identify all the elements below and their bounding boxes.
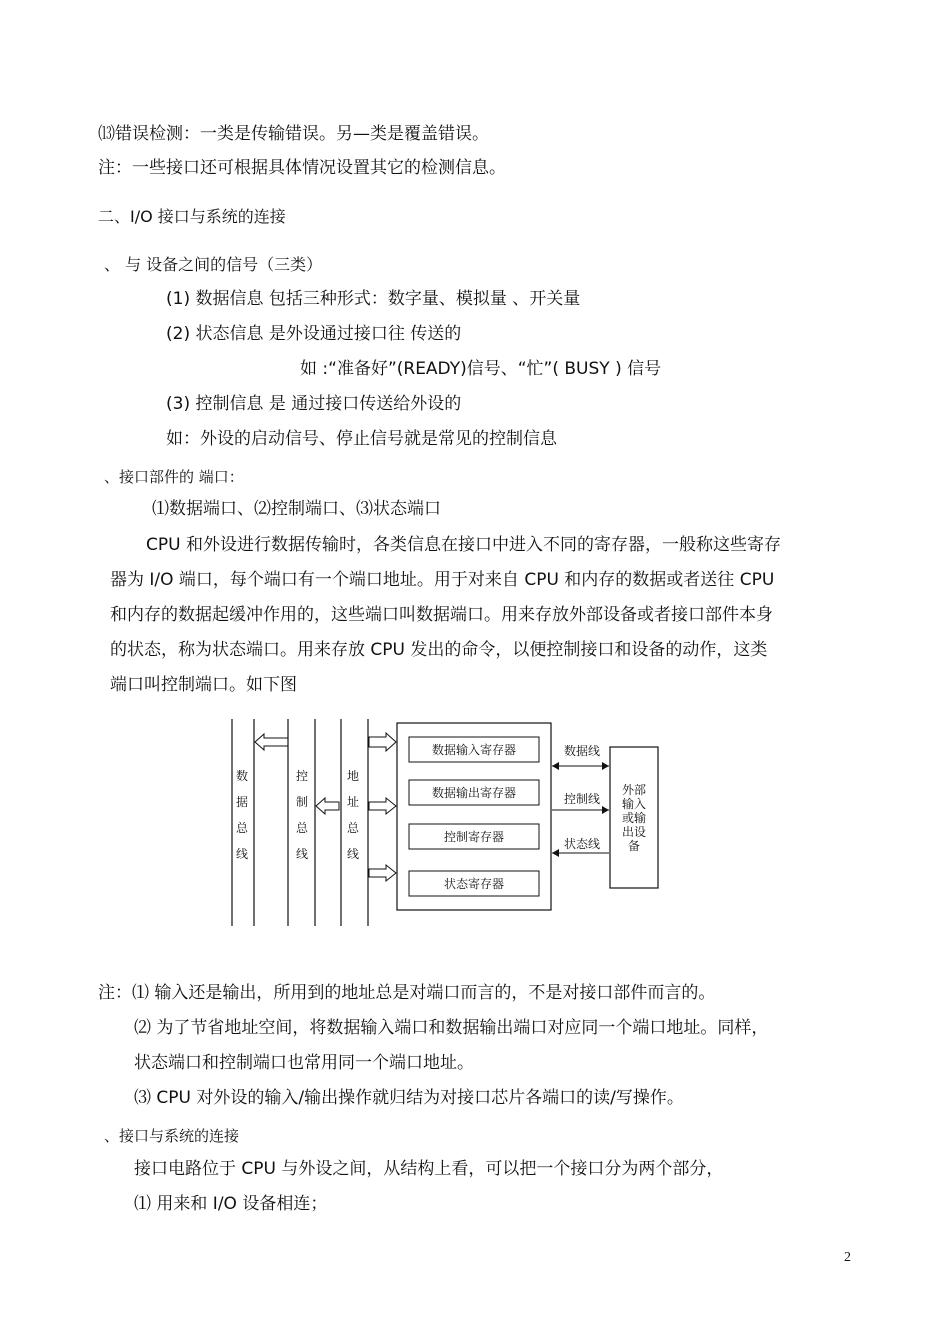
device-label: 出设 (621, 825, 647, 839)
page-number: 2 (844, 1250, 851, 1265)
interface-diagram (226, 714, 666, 929)
control-bus-arrow (316, 798, 339, 814)
paragraph-line-1: CPU 和外设进行数据传输时，各类信息在接口中进入不同的寄存器，一般称这些寄存 (146, 535, 781, 555)
bus-addr-char: 总 (347, 821, 360, 835)
subheading-ports: 、接口部件的 端口： (104, 468, 244, 486)
control-bus-to-interface-arrow (369, 798, 396, 814)
register-label: 数据输入寄存器 (431, 743, 517, 757)
bus-data-char: 总 (236, 821, 249, 835)
paragraph-line-4: 的状态，称为状态端口。用来存放 CPU 发出的命令，以便控制接口和设备的动作，这类 (110, 640, 768, 660)
ports-list: ⑴数据端口、⑵控制端口、⑶状态端口 (152, 499, 441, 519)
status-example: 如 :“准备好”(READY)信号、“忙”( BUSY ) 信号 (300, 359, 662, 379)
data-bus-arrow (255, 734, 288, 750)
item-status-info: (2) 状态信息 是外设通过接口往 传送的 (166, 324, 462, 344)
note-1: 注：⑴ 输入还是输出，所用到的地址总是对端口而言的，不是对接口部件而言的。 (98, 983, 716, 1003)
line-label: 控制线 (564, 792, 601, 806)
subheading-connection: 、接口与系统的连接 (104, 1127, 240, 1145)
bus-ctrl-char: 总 (296, 821, 309, 835)
device-label: 或输 (621, 811, 647, 825)
note-3: ⑶ CPU 对外设的输入/输出操作就归结为对接口芯片各端口的读/写操作。 (134, 1088, 684, 1108)
bus-ctrl-char: 线 (296, 847, 309, 861)
note-2: ⑵ 为了节省地址空间，将数据输入端口和数据输出端口对应同一个端口地址。同样， (134, 1018, 769, 1038)
note-2-cont: 状态端口和控制端口也常用同一个端口地址。 (134, 1053, 474, 1073)
note-line: 注：一些接口还可根据具体情况设置其它的检测信息。 (98, 158, 506, 178)
register-label: 状态寄存器 (443, 877, 505, 891)
paragraph-line-5: 端口叫控制端口。如下图 (110, 675, 297, 695)
control-example: 如：外设的启动信号、停止信号就是常见的控制信息 (166, 429, 557, 449)
bus-ctrl-char: 制 (296, 795, 309, 809)
connection-paragraph: 接口电路位于 CPU 与外设之间，从结构上看，可以把一个接口分为两个部分， (134, 1159, 724, 1179)
error-detection-line: ⒀错误检测：一类是传输错误。另—类是覆盖错误。 (98, 124, 489, 144)
section-heading: 二、I/O 接口与系统的连接 (98, 207, 286, 226)
bus-addr-char: 址 (347, 795, 360, 809)
bus-data-char: 据 (236, 795, 249, 809)
bus-addr-char: 地 (347, 769, 360, 783)
bus-addr-char: 线 (347, 847, 360, 861)
data-bus-label (236, 768, 249, 861)
interface-to-address-arrow (369, 865, 396, 881)
register-label: 控制寄存器 (443, 830, 505, 844)
address-bus-label (347, 768, 360, 861)
bus-data-char: 线 (236, 847, 249, 861)
bus-data-char: 数 (236, 769, 249, 783)
subheading-signals: 、 与 设备之间的信号（三类） (104, 255, 323, 274)
address-bus-arrow (369, 733, 396, 751)
bus-ctrl-char: 控 (296, 769, 309, 783)
connection-item-1: ⑴ 用来和 I/O 设备相连； (134, 1194, 328, 1214)
control-bus-label (296, 768, 309, 861)
item-control-info: (3) 控制信息 是 通过接口传送给外设的 (166, 394, 462, 414)
device-label: 外部 (621, 783, 647, 797)
paragraph-line-2: 器为 I/O 端口，每个端口有一个端口地址。用于对来自 CPU 和内存的数据或者送往 CPU (110, 570, 775, 590)
device-label: 备 (627, 839, 641, 853)
line-label: 数据线 (564, 744, 601, 758)
register-label: 数据输出寄存器 (431, 786, 517, 800)
line-label: 状态线 (564, 837, 601, 851)
item-data-info: (1) 数据信息 包括三种形式：数字量、模拟量 、开关量 (166, 289, 581, 309)
paragraph-line-3: 和内存的数据起缓冲作用的，这些端口叫数据端口。用来存放外部设备或者接口部件本身 (110, 605, 773, 625)
device-label: 输入 (621, 797, 647, 811)
